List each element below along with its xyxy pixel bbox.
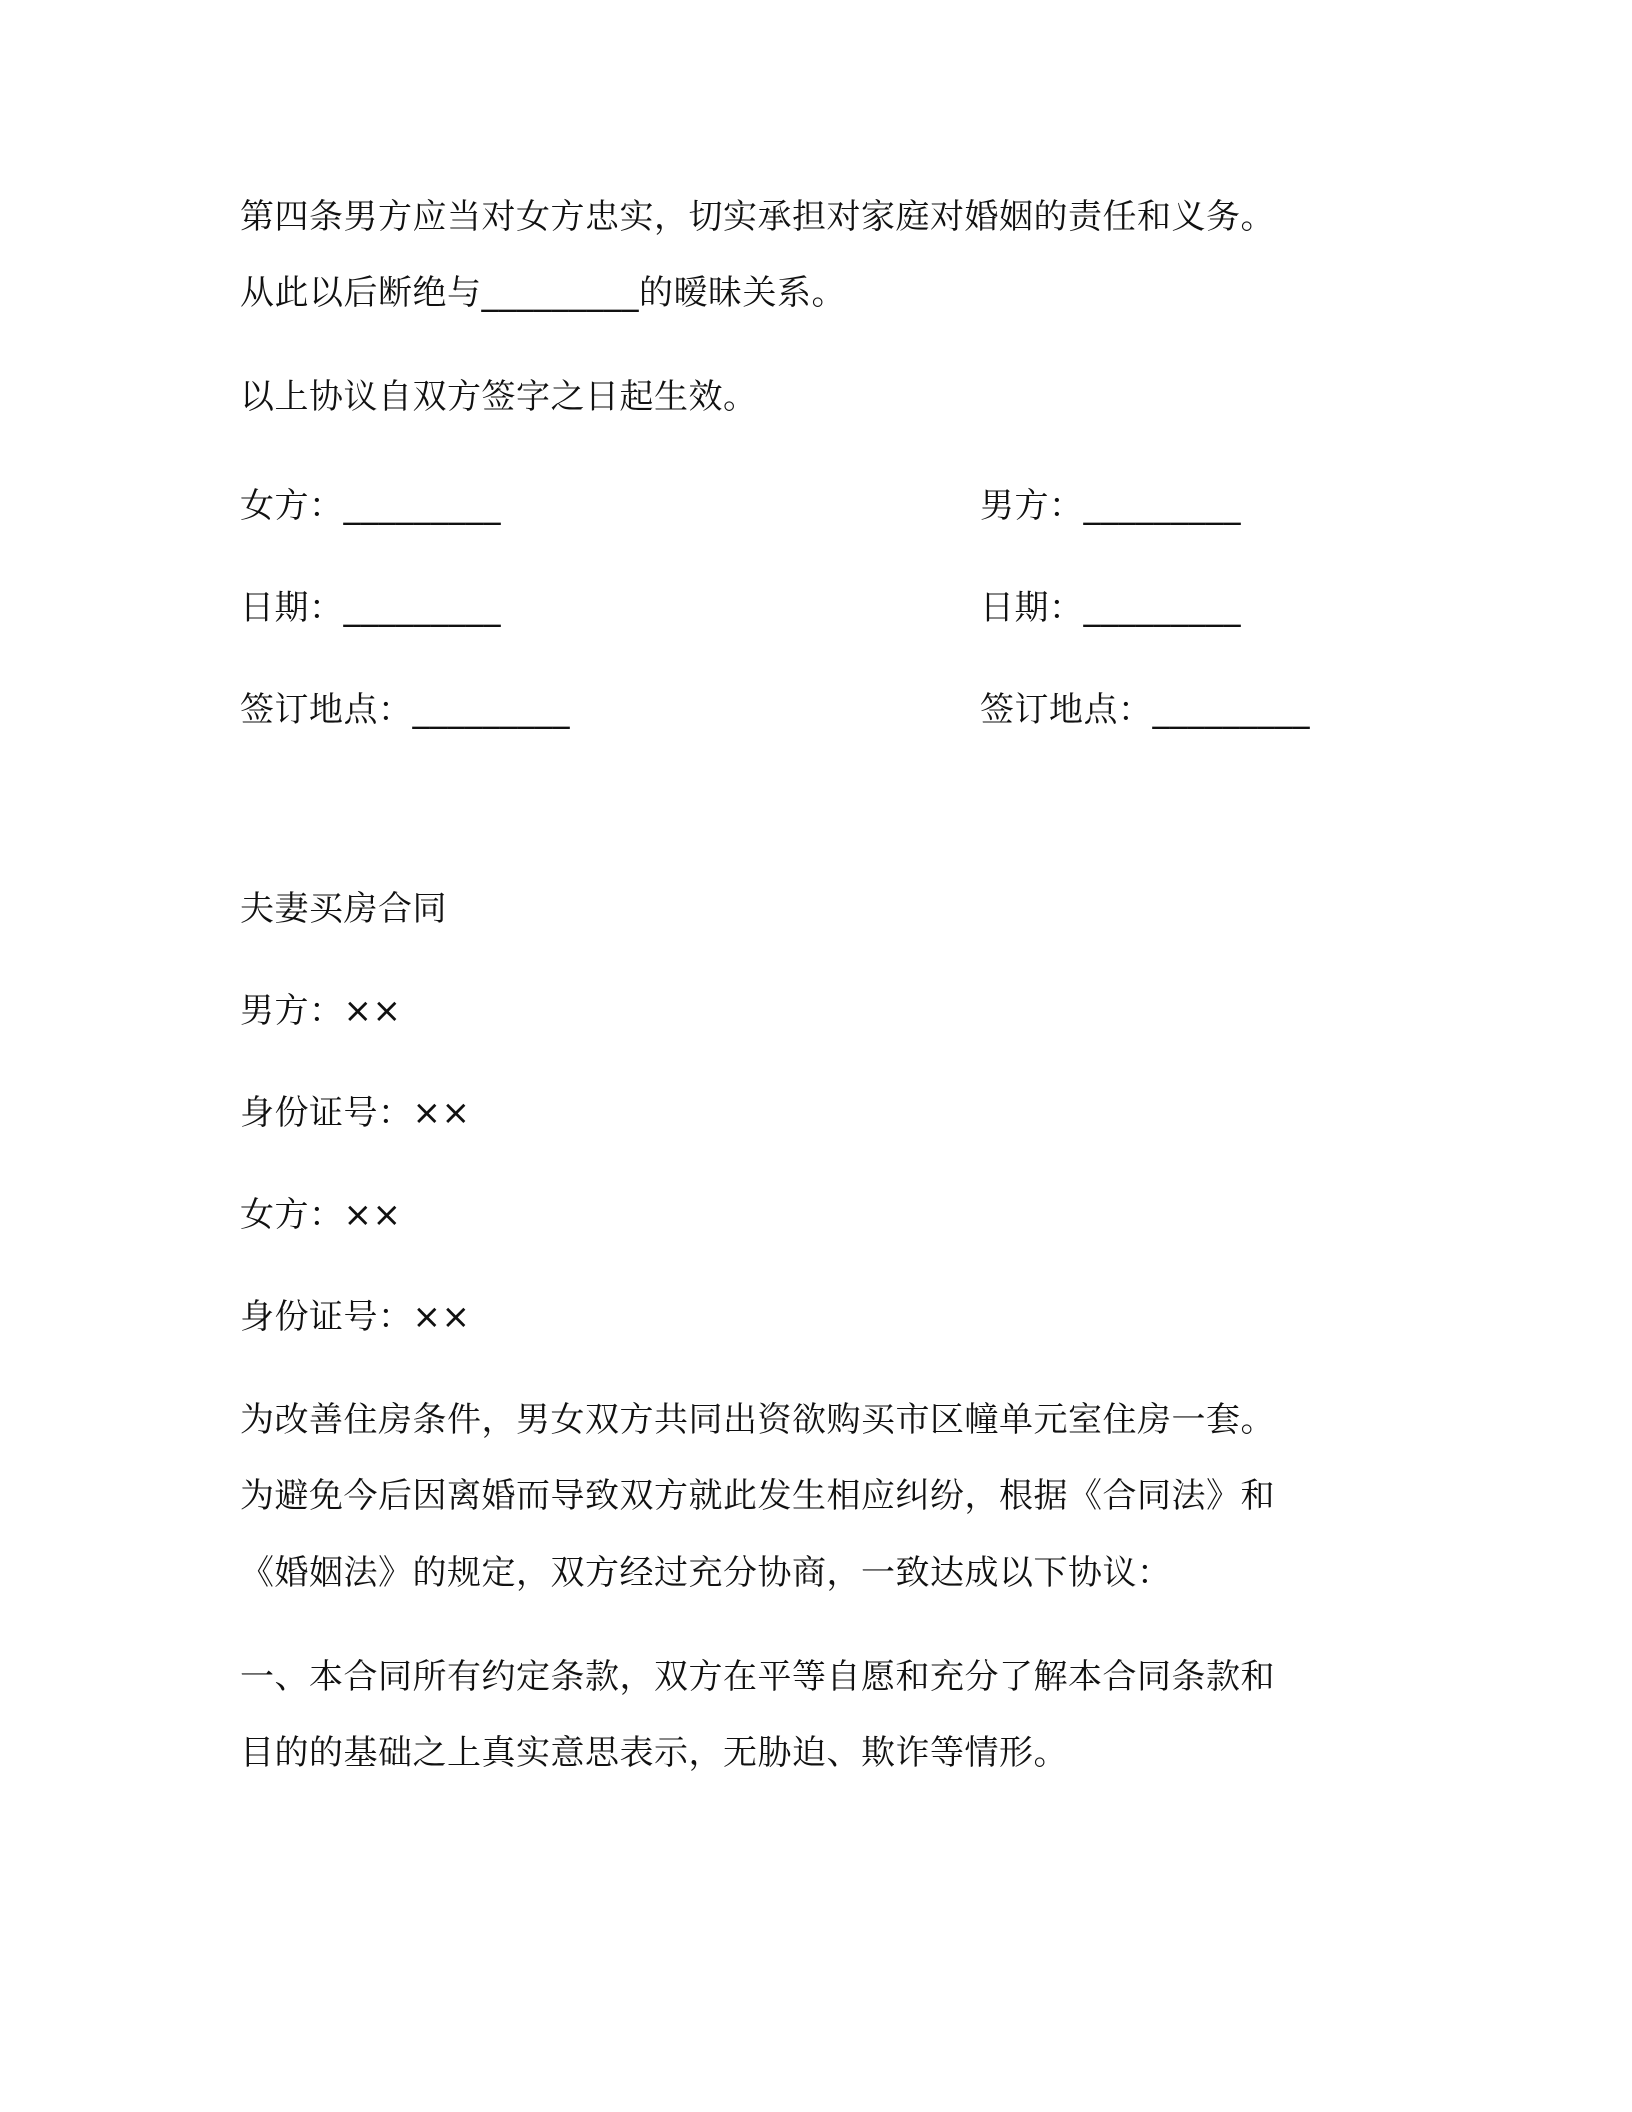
date-field-left: 日期：_________ bbox=[240, 588, 501, 628]
signing-place-field-left: 签订地点：_________ bbox=[240, 690, 570, 730]
clause-1-line-1: 一、本合同所有约定条款，双方在平等自愿和充分了解本合同条款和 bbox=[240, 1657, 1275, 1697]
contract-title: 夫妻买房合同 bbox=[240, 889, 447, 929]
male-signature-field: 男方：_________ bbox=[980, 486, 1241, 526]
clause-1-line-2: 目的的基础之上真实意思表示，无胁迫、欺诈等情形。 bbox=[240, 1733, 1068, 1773]
effective-statement: 以上协议自双方签字之日起生效。 bbox=[240, 377, 758, 417]
intro-line-3: 《婚姻法》的规定，双方经过充分协商，一致达成以下协议： bbox=[240, 1553, 1172, 1593]
female-id-number: 身份证号：×× bbox=[240, 1297, 471, 1337]
female-party: 女方：×× bbox=[240, 1195, 402, 1235]
male-party: 男方：×× bbox=[240, 991, 402, 1031]
article-4-line-1: 第四条男方应当对女方忠实，切实承担对家庭对婚姻的责任和义务。 bbox=[240, 197, 1275, 237]
male-id-number: 身份证号：×× bbox=[240, 1093, 471, 1133]
date-field-right: 日期：_________ bbox=[980, 588, 1241, 628]
intro-line-2: 为避免今后因离婚而导致双方就此发生相应纠纷，根据《合同法》和 bbox=[240, 1476, 1275, 1516]
signing-place-field-right: 签订地点：_________ bbox=[980, 690, 1310, 730]
female-signature-field: 女方：_________ bbox=[240, 486, 501, 526]
intro-line-1: 为改善住房条件，男女双方共同出资欲购买市区幢单元室住房一套。 bbox=[240, 1400, 1275, 1440]
article-4-line-2: 从此以后断绝与_________的暧昧关系。 bbox=[240, 273, 846, 313]
